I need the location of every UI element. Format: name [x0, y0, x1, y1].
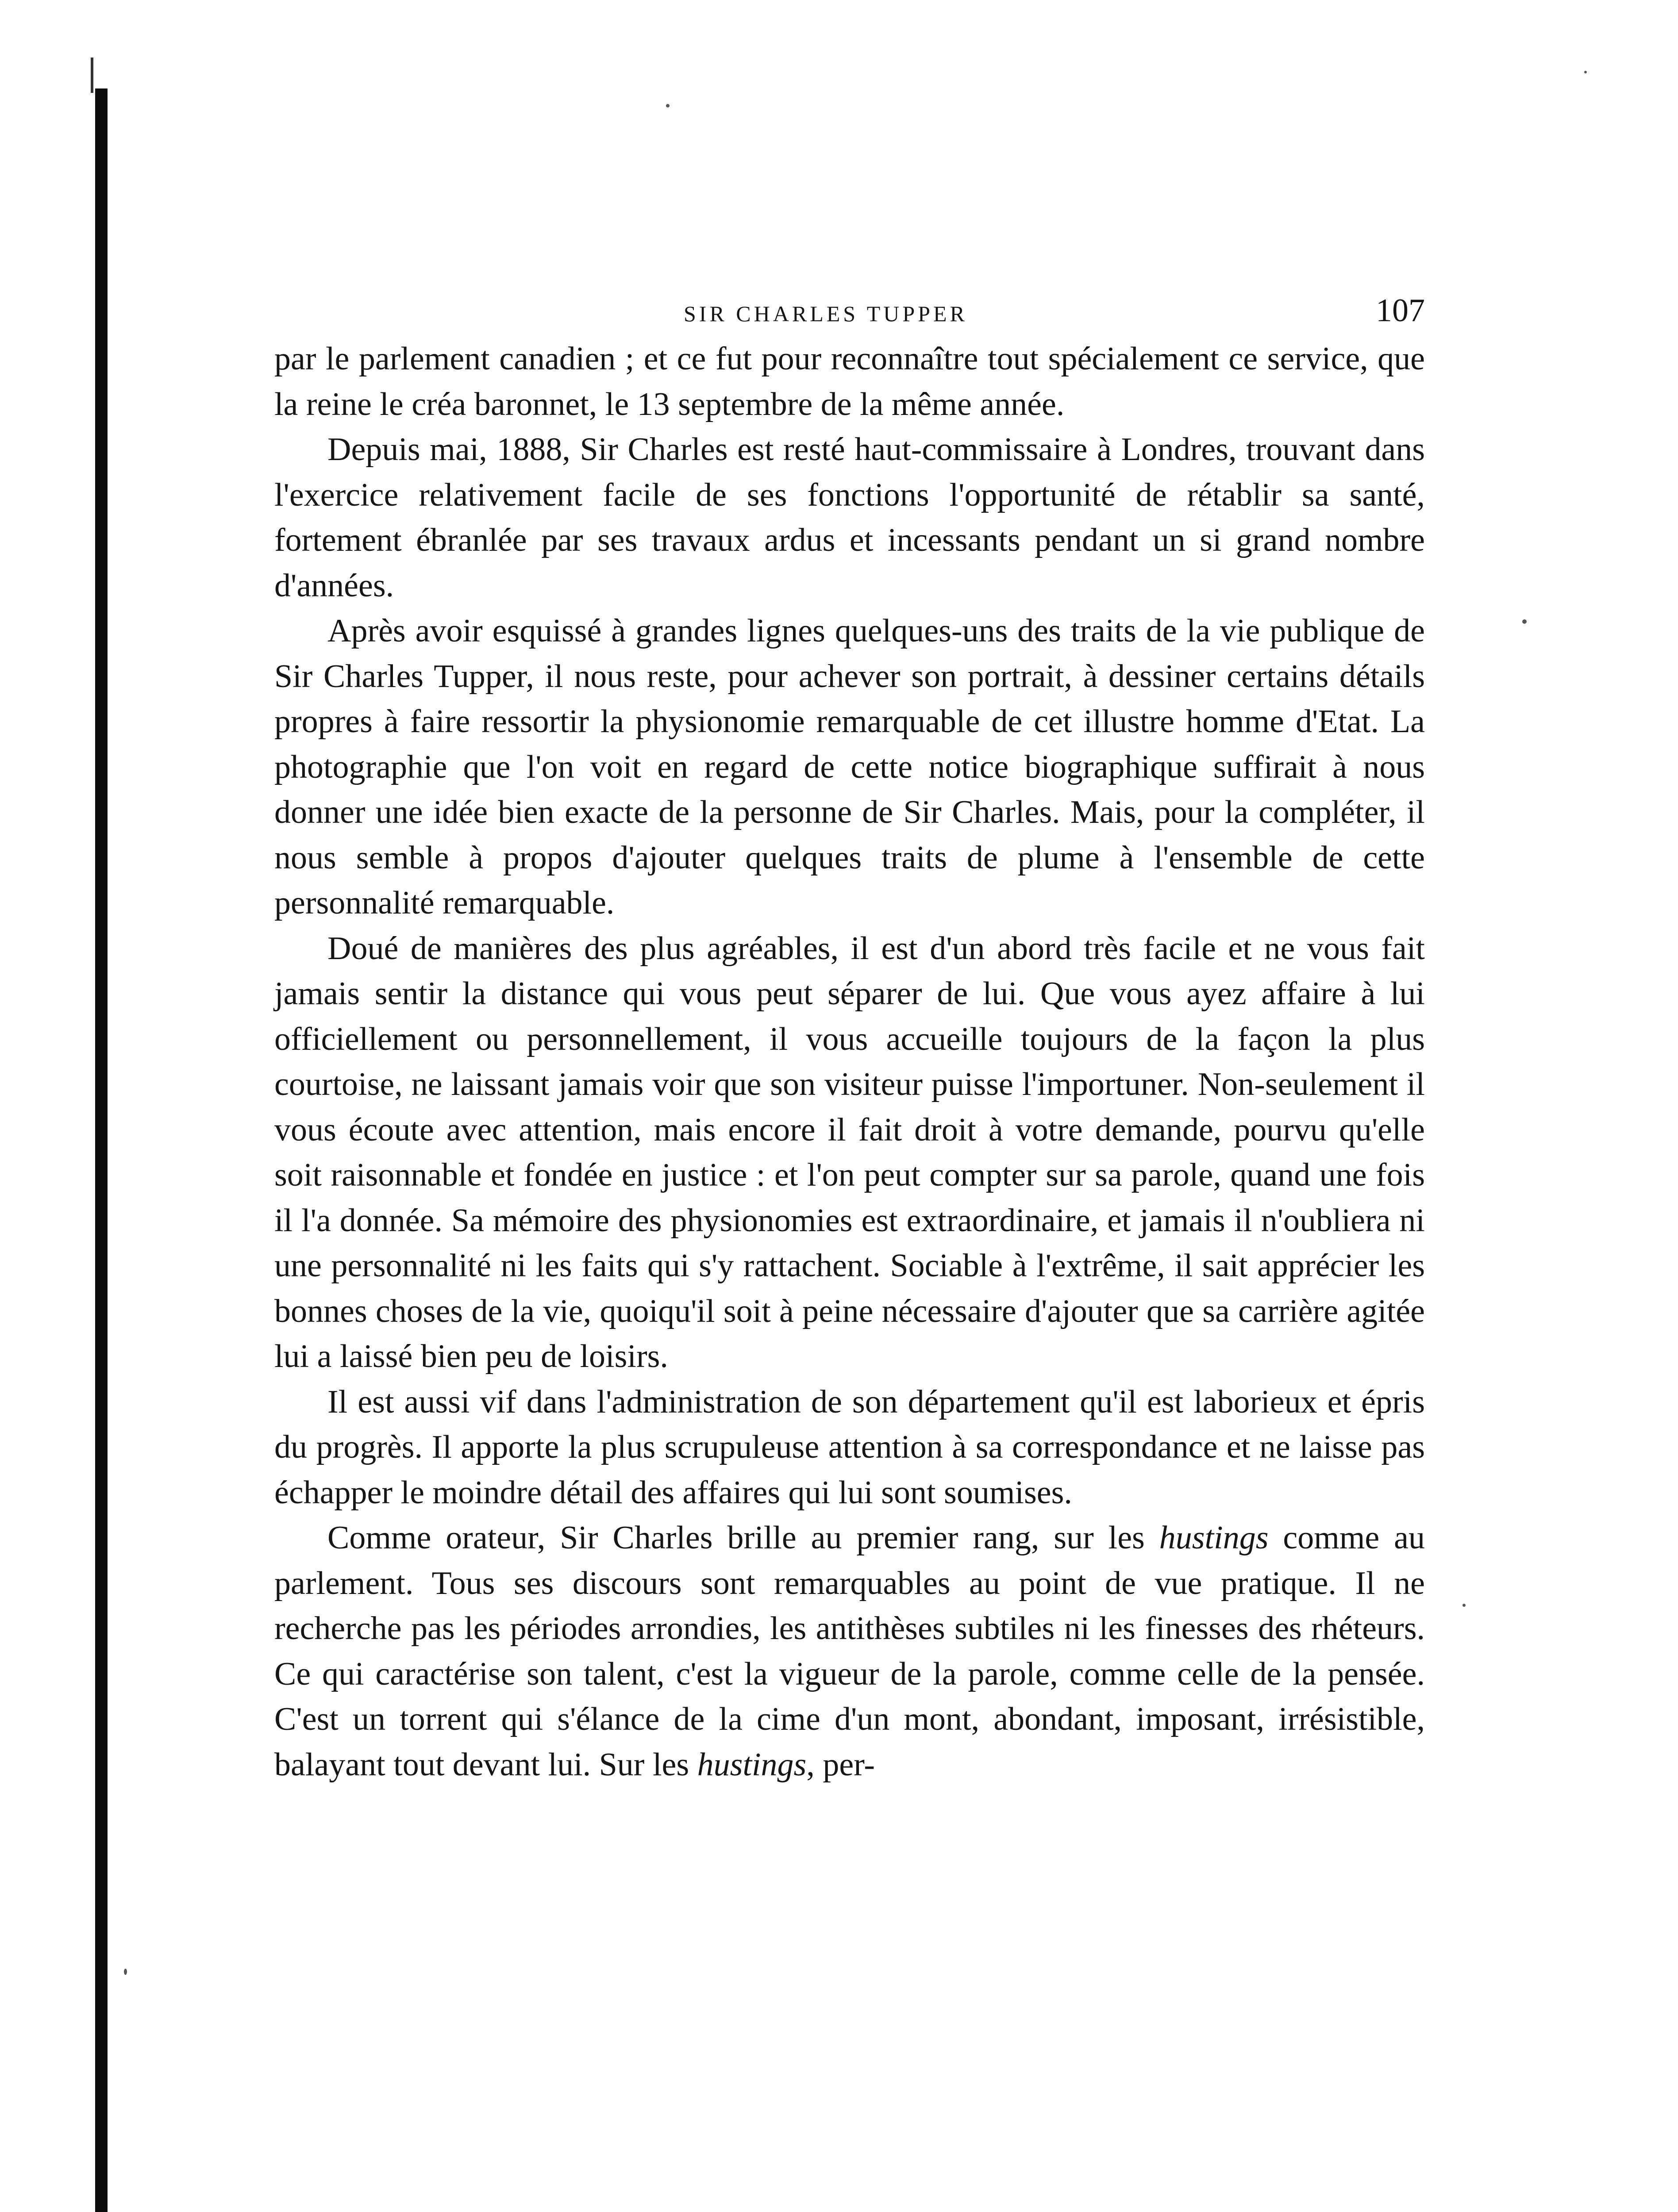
paragraph-text: Comme orateur, Sir Charles brille au premier rang, sur les	[327, 1520, 1159, 1556]
running-title: SIR CHARLES TUPPER	[684, 301, 968, 326]
paragraph: Doué de manières des plus agréables, il est d'un abord très facile et ne vous fait jamais sentir la distance qui vous peut séparer de lui. Que vous ayez affaire à lui officiellement ou personnellement, il vous accueille toujours de la façon la plus courtoise, ne laissant jamais voir que son visiteur puisse l'importuner. Non-seulement il vous écoute avec attention, mais encore il fait droit à votre demande, pourvu qu'elle soit raisonnable et fondée en justice : et l'on peut compter sur sa parole, quand une fois il l'a donnée. Sa mémoire des physionomies est extraordinaire, et jamais il n'oubliera ni une personnalité ni les faits qui s'y rattachent. Sociable à l'extrême, il sait apprécier les bonnes choses de la vie, quoiqu'il soit à peine nécessaire d'ajouter que sa carrière agitée lui a laissé bien peu de loisirs.	[274, 930, 1425, 1375]
paragraph: Après avoir esquissé à grandes lignes quelques-uns des traits de la vie publique de Sir Charles Tupper, il nous reste, pour achever son portrait, à dessiner certains détails propres à faire ressortir la physionomie remarquable de cet illustre homme d'Etat. La photographie que l'on voit en regard de cette notice biographique suffirait à nous donner une idée bien exacte de la personne de Sir Charles. Mais, pour la compléter, il nous semble à propos d'ajouter quelques traits de plume à l'ensemble de cette personnalité remarquable.	[274, 613, 1425, 921]
paragraph-text: comme au parlement. Tous ses discours sont remarquables au point de vue pratique. Il ne recherche pas les périodes arrondies, les antithèses subtiles ni les finesses des rhéteurs. Ce qui caractérise son talent, c'est la vigueur de la parole, comme celle de la pensée. C'est un torrent qui s'élance de la cime d'un mont, abondant, imposant, irrésistible, balayant tout devant lui. Sur les	[274, 1520, 1425, 1783]
running-head	[274, 283, 1425, 336]
paragraph	[274, 1515, 1425, 1787]
page-number: 107	[1376, 292, 1425, 329]
scan-speck	[1522, 619, 1527, 624]
binding-edge	[95, 88, 108, 2212]
scan-speck	[666, 104, 670, 108]
italic-word: hustings	[697, 1746, 807, 1783]
scan-speck	[1584, 71, 1587, 73]
italic-word: hustings	[1159, 1520, 1269, 1556]
paragraph: Il est aussi vif dans l'administration de son département qu'il est laborieux et épris du progrès. Il apporte la plus scrupuleuse attention à sa correspondance et ne laisse pas échapper le moindre détail des affaires qui lui sont soumises.	[274, 1383, 1425, 1511]
scan-speck	[1462, 1604, 1466, 1607]
paragraph: par le parlement canadien ; et ce fut pour reconnaître tout spécialement ce service, que la reine le créa baronnet, le 13 septembre de la même année.	[274, 341, 1425, 422]
paragraph: Depuis mai, 1888, Sir Charles est resté haut-commissaire à Londres, trouvant dans l'exercice relativement facile de ses fonctions l'opportunité de rétablir sa santé, fortement ébranlée par ses travaux ardus et incessants pendant un si grand nombre d'années.	[274, 431, 1425, 604]
paragraph-text: , per-	[806, 1746, 875, 1783]
body-text	[274, 336, 1425, 1787]
binding-edge-top	[91, 58, 93, 93]
scan-speck	[124, 1969, 127, 1975]
book-page	[274, 283, 1425, 1787]
